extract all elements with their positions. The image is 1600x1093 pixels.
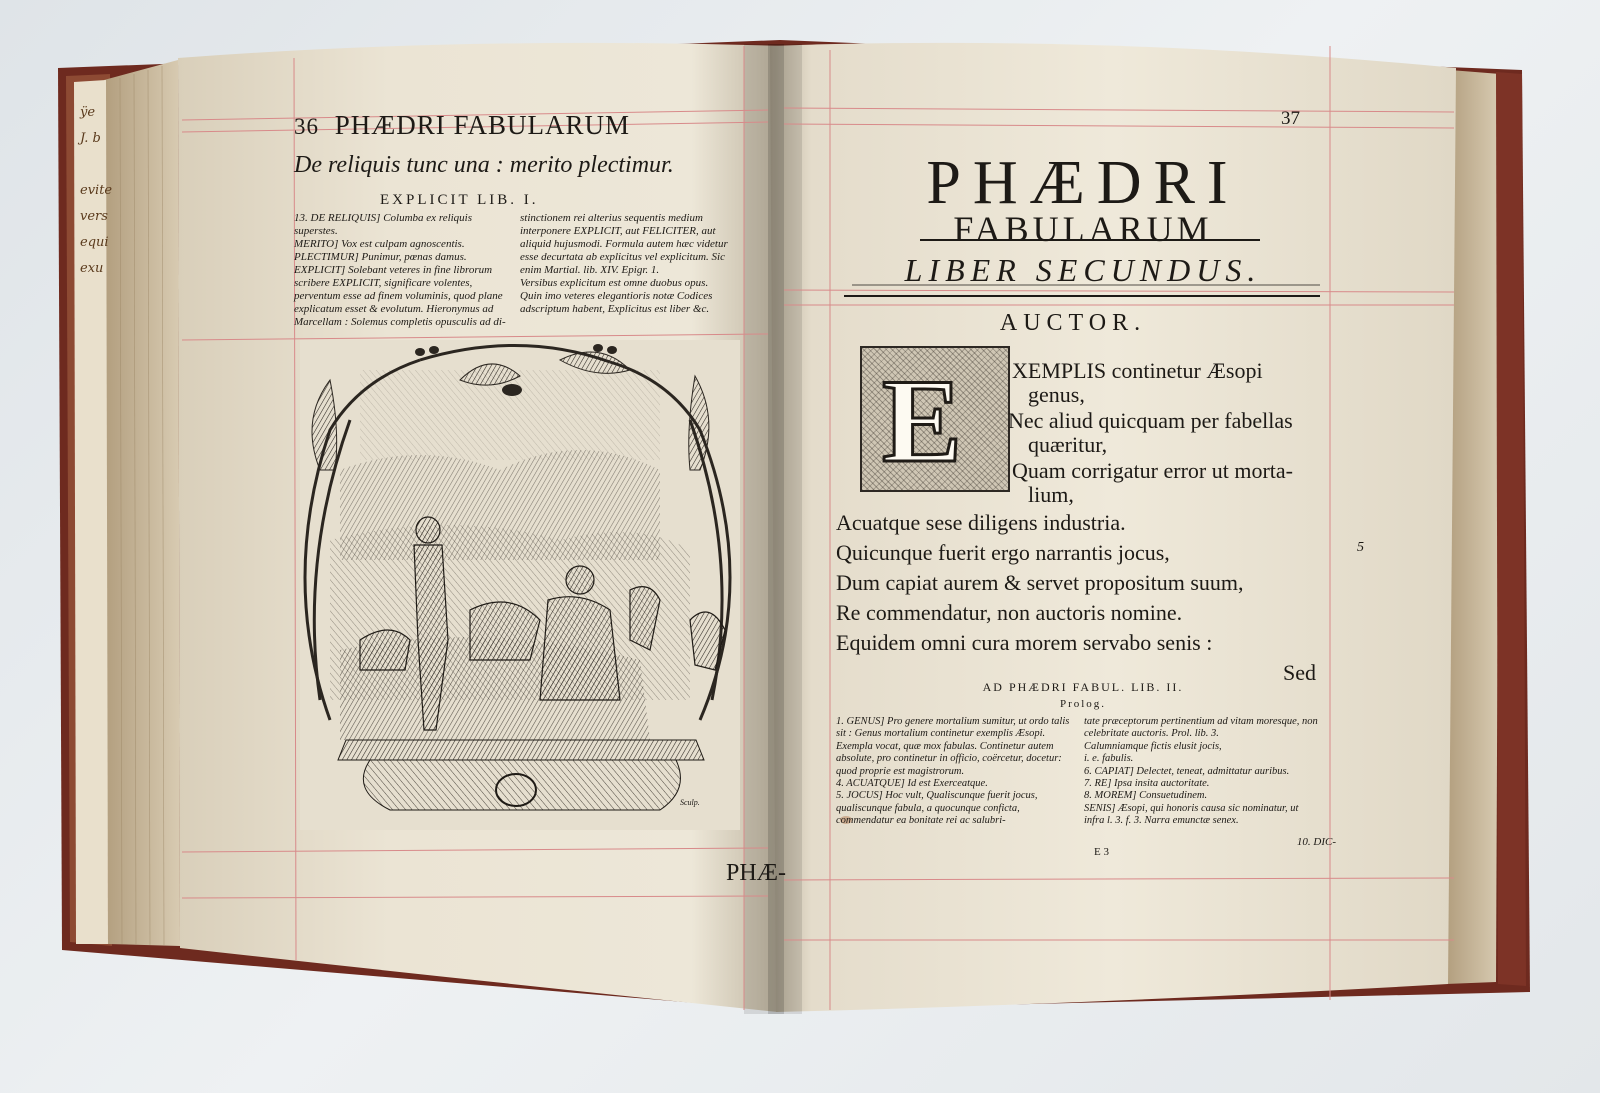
catchword-notes: 10. DIC-: [1296, 836, 1336, 848]
running-head-left: [294, 110, 630, 141]
book-title: PHÆDRI: [926, 149, 1240, 217]
verse-line: quæritur,: [1028, 432, 1108, 457]
page-number-right: 37: [1281, 108, 1300, 129]
line-number: 5: [1357, 540, 1364, 555]
verse-line: Re commendatur, non auctoris nomine.: [836, 600, 1183, 625]
footnote-column-b: tate præceptorum pertinentium ad vitam moresque, non celebritate auctoris. Prol. lib. 3. Calumniamque fictis elusit jocis, i. e. fabulis. 6. CAPIAT] Delectet, teneat, admittatur auribus. 7. RE] Ipsa insita auctoritate. 8. MOREM] Consuetudinem. SENIS] Æsopi, qui honoris causa sic nominatur, ut infra l. 3. f. 3. Narra emunctæ senex.: [1084, 716, 1318, 827]
footnote-column-b: stinctionem rei alterius sequentis medium interponere EXPLICIT, aut FELICITER, aut aliquid hujusmodi. Formula autem hæc videtur esse decurtata ab explicitus vel explicitum. Sic enim Martial. lib. XIV. Epigr. 1. Versibus explicitum est omne duobus opus. Quin imo veteres elegantioris notæ Codices adscriptum habent, Explicitus est liber &c.: [520, 212, 728, 315]
catchword-left: PHÆ-: [725, 860, 786, 886]
verse-line: Nec aliud quicquam per fabellas: [1008, 408, 1293, 433]
verse-line: Equidem omni cura morem servabo senis :: [836, 630, 1213, 655]
handwritten-margin-note: ÿe J. b evite vers equi exu: [80, 105, 113, 276]
verse-line: genus,: [1028, 382, 1085, 407]
explicit-label: EXPLICIT LIB. I.: [380, 192, 539, 208]
signature-mark: E 3: [1094, 846, 1109, 858]
right-page: [836, 88, 1364, 1018]
closing-verse-line: De reliquis tunc una : merito plectimur.: [294, 152, 674, 178]
running-title-left: PHÆDRI FABULARUM: [334, 110, 631, 140]
book-subtitle: FABULARUM: [953, 209, 1213, 249]
verse-line: Quam corrigatur error ut morta-: [1012, 458, 1293, 483]
verse-line: XEMPLIS continetur Æsopi: [1012, 358, 1263, 383]
footnote-column-a: 13. DE RELIQUIS] Columba ex reliquis superstes. MERITO] Vox est culpam agnoscentis. PLECTIMUR] Punimur, pœnas damus. EXPLICIT] Solebant veteres in fine librorum scribere EXPLICIT, significare volentes, perventum esse ad finem voluminis, quod plane explicatum esset & evolutum. Hieronymus ad Marcellam : Solemus completis opusculis ad di-: [294, 212, 506, 328]
initial-letter: E: [882, 354, 963, 487]
verse-line: Quicunque fuerit ergo narrantis jocus,: [836, 540, 1170, 565]
verse-line: lium,: [1028, 482, 1074, 507]
engraver-signature: Sculp.: [680, 798, 700, 807]
verse-line: Acuatque sese diligens industria.: [836, 510, 1126, 535]
verse-line: Dum capiat aurem & servet propositum suum,: [836, 570, 1244, 595]
section-heading: AUCTOR.: [999, 310, 1147, 336]
page-number-left: 36: [294, 114, 319, 139]
footnote-column-a: 1. GENUS] Pro genere mortalium sumitur, ut ordo talis sit : Genus mortalium continetur exemplis Æsopi. Exempla vocat, quæ mox fabulas. Continetur autem absolute, pro continetur in officio, coërcetur, docetur: quod proprie est magistrorum. 4. ACUATQUE] Id est Exerceatque. 5. JOCUS] Hoc vult, Qualiscunque fuerit jocus, qualiscunque fabula, a quocunque conficta, commendatur ea bonitate rei ac salubri-: [836, 716, 1070, 827]
notes-heading: AD PHÆDRI FABUL. LIB. II.: [982, 680, 1184, 694]
left-page: [294, 96, 786, 1026]
catchword-right: Sed: [1283, 660, 1316, 685]
book-number: LIBER SECUNDUS.: [904, 252, 1262, 288]
decorated-initial: [860, 346, 1010, 492]
notes-subheading: Prolog.: [1059, 698, 1107, 710]
